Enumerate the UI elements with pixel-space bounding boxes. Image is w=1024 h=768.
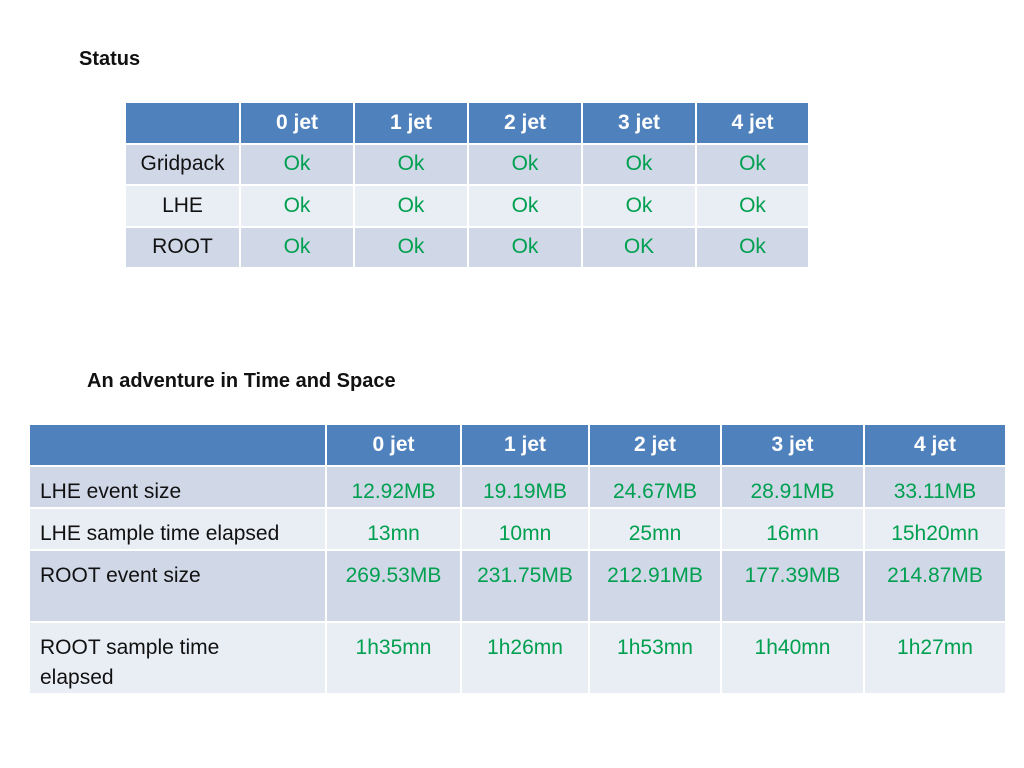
row-label: Gridpack (125, 144, 240, 186)
status-cell: Ok (354, 227, 468, 269)
value-cell: 25mn (589, 508, 721, 550)
status-header-1-jet: 1 jet (354, 102, 468, 144)
adventure-header-2-jet: 2 jet (589, 424, 721, 466)
status-cell: Ok (468, 185, 582, 227)
status-heading: Status (79, 48, 141, 70)
adventure-header-4-jet: 4 jet (864, 424, 1006, 466)
status-header-corner (125, 102, 240, 144)
adventure-header-corner (29, 424, 326, 466)
value-cell: 28.91MB (721, 466, 864, 508)
row-label: ROOT (125, 227, 240, 269)
value-cell: 24.67MB (589, 466, 721, 508)
status-cell: Ok (696, 185, 809, 227)
adventure-table (28, 423, 1007, 695)
status-row-root (125, 227, 809, 269)
status-header-3-jet: 3 jet (582, 102, 696, 144)
value-cell: 1h53mn (589, 622, 721, 694)
value-cell: 33.11MB (864, 466, 1006, 508)
status-cell: OK (582, 227, 696, 269)
adventure-header-3-jet: 3 jet (721, 424, 864, 466)
status-cell: Ok (468, 227, 582, 269)
value-cell: 177.39MB (721, 550, 864, 622)
adventure-row-lhe-sample-time (29, 508, 1006, 550)
status-cell: Ok (582, 185, 696, 227)
row-label: LHE (125, 185, 240, 227)
status-cell: Ok (240, 144, 354, 186)
status-cell: Ok (696, 144, 809, 186)
adventure-header-1-jet: 1 jet (461, 424, 589, 466)
status-header-4-jet: 4 jet (696, 102, 809, 144)
adventure-row-root-event-size (29, 550, 1006, 622)
status-header-row (125, 102, 809, 144)
status-cell: Ok (468, 144, 582, 186)
adventure-row-root-sample-time (29, 622, 1006, 694)
value-cell: 1h27mn (864, 622, 1006, 694)
adventure-header-row (29, 424, 1006, 466)
status-cell: Ok (354, 144, 468, 186)
status-header-2-jet: 2 jet (468, 102, 582, 144)
value-cell: 1h40mn (721, 622, 864, 694)
value-cell: 269.53MB (326, 550, 461, 622)
row-label: ROOT sample time elapsed (29, 622, 326, 694)
status-cell: Ok (240, 227, 354, 269)
status-cell: Ok (354, 185, 468, 227)
row-label: LHE event size (29, 466, 326, 508)
status-header-0-jet: 0 jet (240, 102, 354, 144)
value-cell: 10mn (461, 508, 589, 550)
status-cell: Ok (582, 144, 696, 186)
value-cell: 19.19MB (461, 466, 589, 508)
value-cell: 13mn (326, 508, 461, 550)
status-row-lhe (125, 185, 809, 227)
status-cell: Ok (240, 185, 354, 227)
value-cell: 1h26mn (461, 622, 589, 694)
adventure-header-0-jet: 0 jet (326, 424, 461, 466)
row-label: LHE sample time elapsed (29, 508, 326, 550)
status-table (124, 101, 810, 269)
value-cell: 231.75MB (461, 550, 589, 622)
value-cell: 15h20mn (864, 508, 1006, 550)
adventure-row-lhe-event-size (29, 466, 1006, 508)
value-cell: 212.91MB (589, 550, 721, 622)
value-cell: 16mn (721, 508, 864, 550)
status-cell: Ok (696, 227, 809, 269)
row-label: ROOT event size (29, 550, 326, 622)
value-cell: 12.92MB (326, 466, 461, 508)
status-row-gridpack (125, 144, 809, 186)
value-cell: 1h35mn (326, 622, 461, 694)
adventure-heading: An adventure in Time and Space (87, 370, 396, 392)
value-cell: 214.87MB (864, 550, 1006, 622)
